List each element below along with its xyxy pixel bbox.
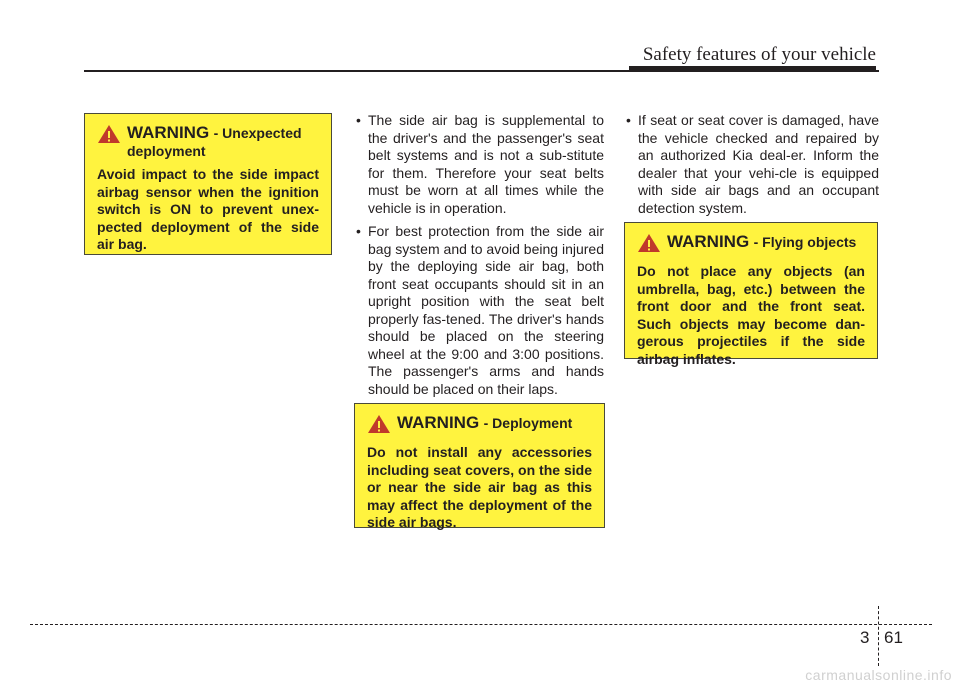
- middle-column-text: [354, 112, 604, 404]
- warning-triangle-icon: [367, 414, 393, 439]
- warning-title: WARNING: [127, 123, 210, 142]
- bullet-icon: •: [356, 112, 361, 128]
- header-rule-accent: [629, 66, 876, 72]
- warning-triangle-icon: [637, 233, 663, 258]
- page-header-title: Safety features of your vehicle: [642, 44, 876, 65]
- warning-triangle-icon: [97, 124, 123, 149]
- right-column-text: [624, 112, 879, 223]
- warning-subtitle: - Deployment: [483, 415, 573, 431]
- bullet-icon: •: [356, 223, 361, 239]
- bullet-text: For best protection from the side air bag system and to avoid being injured by the deploying side air bag, both front seat occupants should sit in an upright position with the seat belt properly fas-tened. The driver's hands should be placed on the steering wheel at the 9:00 and 3:00 positions. The passenger's arms and hands should be placed on their laps.: [368, 223, 604, 397]
- list-item: [624, 112, 879, 217]
- warning-title: WARNING: [397, 413, 480, 432]
- warning-unexpected-deployment: [84, 113, 332, 255]
- page-number: 61: [884, 628, 903, 647]
- bullet-text: The side air bag is supplemental to the driver's and the passenger's seat belt systems and is not a sub-stitute for them. Therefore your seat belts must be worn at all times while the vehicle is in operation.: [368, 112, 604, 216]
- bullet-text: If seat or seat cover is damaged, have the vehicle checked and repaired by an authorized Kia deal-er. Inform the dealer that your vehi-cle is equipped with side air bags and an occupant detection system.: [638, 112, 879, 216]
- warning-body: Do not install any accessories including seat covers, on the side or near the side air bag as this may affect the deployment of the side air bags.: [367, 444, 592, 530]
- warning-subtitle: - Flying objects: [753, 234, 857, 250]
- warning-header: [97, 124, 319, 161]
- warning-subtitle: - Unexpected deployment: [127, 125, 302, 159]
- warning-header: [637, 233, 865, 258]
- footer-divider: [30, 624, 932, 625]
- page-number-separator: [878, 606, 879, 666]
- warning-header: [367, 414, 592, 439]
- warning-body: Avoid impact to the side impact airbag sensor when the ignition switch is ON to prevent unex-pected deployment of the side air bag.: [97, 166, 319, 252]
- bullet-icon: •: [626, 112, 631, 128]
- warning-body: Do not place any objects (an umbrella, bag, etc.) between the front door and the front seat. Such objects may become dan-gerous projectiles if the side airbag inflates.: [637, 263, 865, 367]
- warning-flying-objects: [624, 222, 878, 367]
- section-number: 3: [860, 628, 870, 647]
- warning-title: WARNING: [667, 232, 750, 251]
- warning-deployment: [354, 403, 605, 528]
- list-item: [354, 112, 604, 217]
- list-item: [354, 223, 604, 398]
- watermark-text: carmanualsonline.info: [805, 667, 952, 683]
